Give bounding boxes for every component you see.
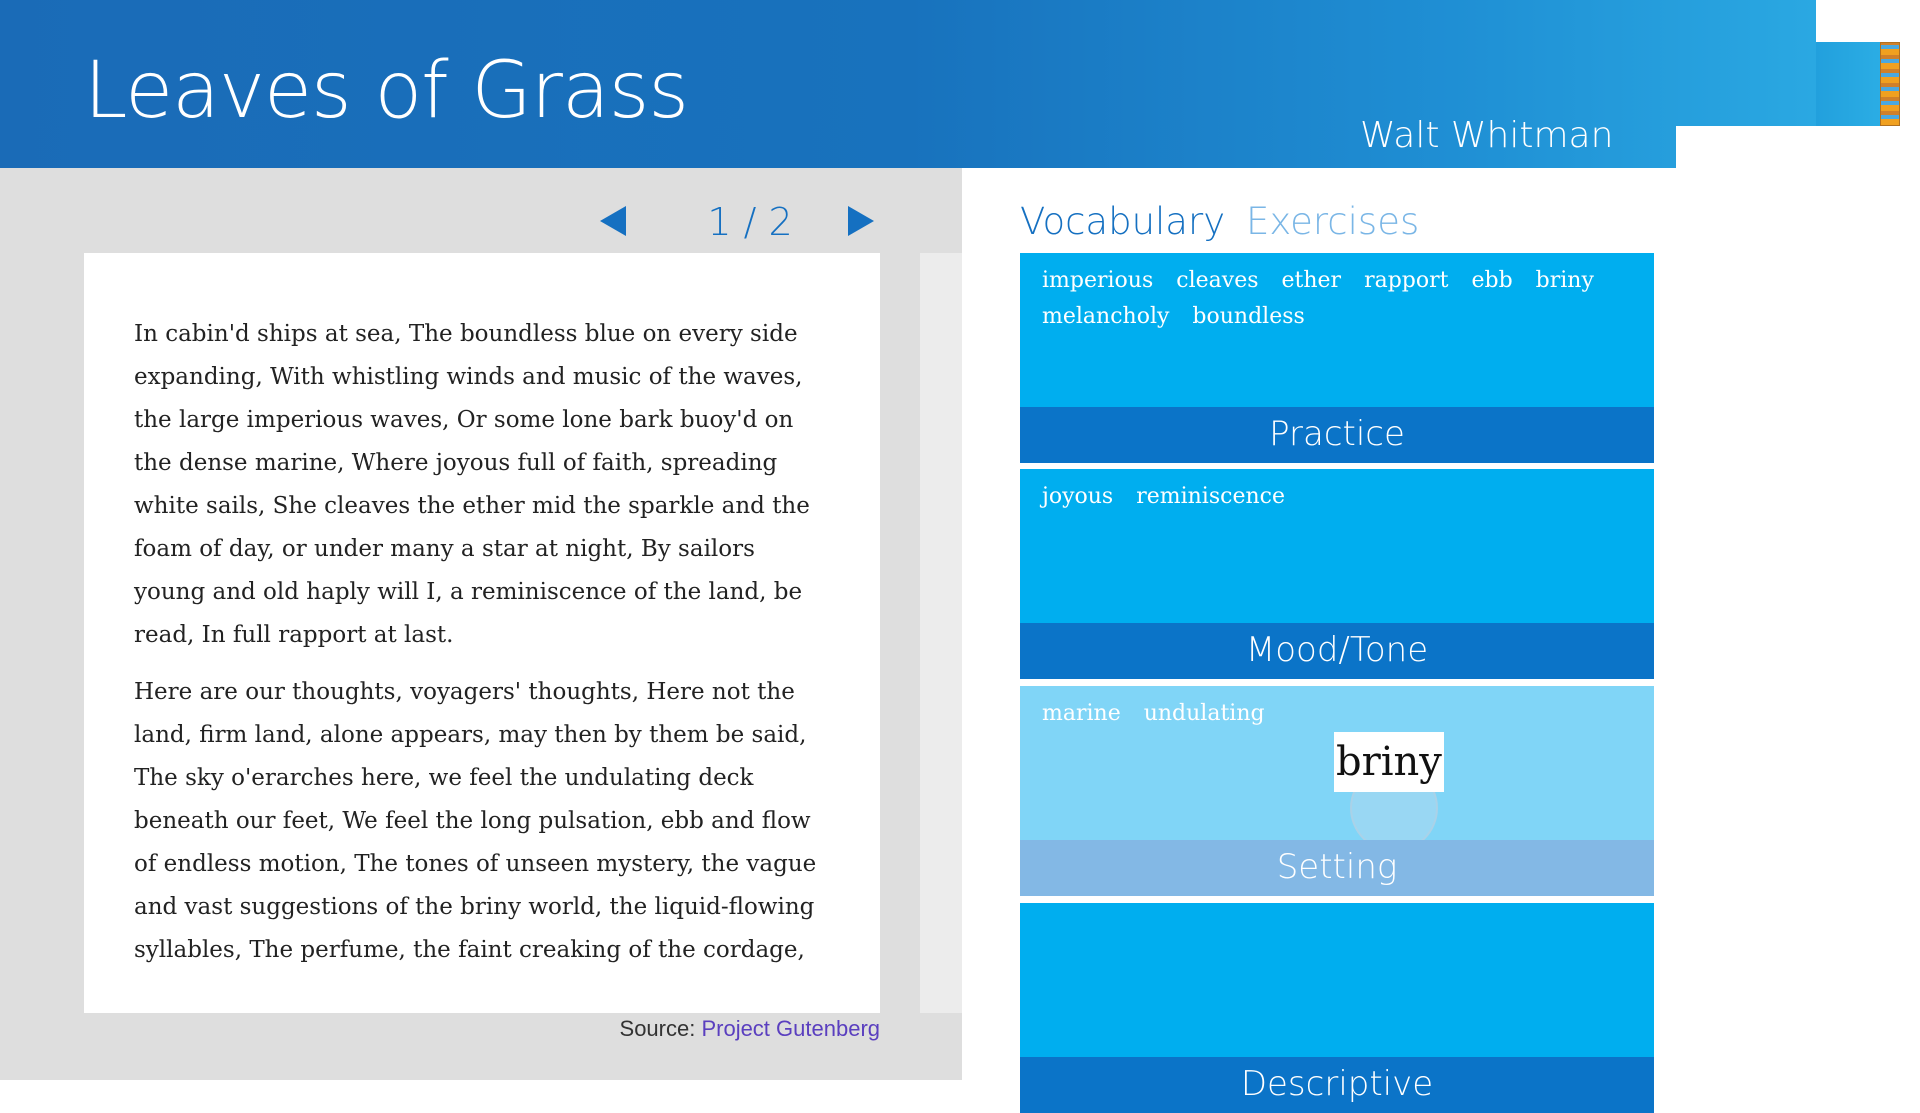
vocab-word[interactable]: joyous: [1042, 484, 1114, 509]
previous-page-icon[interactable]: [600, 206, 626, 236]
dragging-word[interactable]: briny: [1334, 732, 1444, 792]
next-page-peek[interactable]: [920, 253, 962, 1013]
source-link[interactable]: Project Gutenberg: [701, 1016, 880, 1041]
word-drop-zone[interactable]: [1020, 469, 1654, 623]
header-corner: [1816, 0, 1920, 42]
vocab-word[interactable]: marine: [1042, 701, 1121, 726]
word-list: [1042, 263, 1634, 335]
word-list: [1042, 696, 1634, 732]
page-indicator: 1 / 2: [707, 200, 793, 244]
next-page-icon[interactable]: [848, 206, 874, 236]
vocab-word[interactable]: rapport: [1364, 268, 1449, 293]
poem-page: [84, 253, 880, 1013]
vocab-word[interactable]: reminiscence: [1136, 484, 1285, 509]
category-label[interactable]: Setting: [1020, 840, 1654, 896]
word-drop-zone[interactable]: [1020, 686, 1654, 840]
word-drop-zone[interactable]: [1020, 903, 1654, 1057]
word-drop-zone[interactable]: [1020, 253, 1654, 407]
category-label[interactable]: Practice: [1020, 407, 1654, 463]
poem-paragraph: In cabin'd ships at sea, The boundless blue on every side expanding, With whistling winds and music of the waves, the large imperious waves, Or some lone bark buoy'd on the dense marine, Where joyous full of faith, spreading white sails, She cleaves the ether mid the sparkle and the foam of day, or under many a star at night, By sailors young and old haply will I, a reminiscence of the land, be read, In full rapport at last.: [134, 321, 810, 648]
tab-vocabulary[interactable]: Vocabulary: [1020, 200, 1226, 243]
category-label[interactable]: Mood/Tone: [1020, 623, 1654, 679]
vocab-word[interactable]: ebb: [1471, 268, 1513, 293]
vocab-word[interactable]: briny: [1535, 268, 1594, 293]
page-title: Leaves of Grass: [84, 46, 689, 136]
word-list: [1042, 479, 1634, 515]
vocab-word[interactable]: boundless: [1192, 304, 1305, 329]
book-cover-thumbnail[interactable]: [1880, 42, 1900, 126]
vocab-word[interactable]: melancholy: [1042, 304, 1170, 329]
vocab-word[interactable]: undulating: [1143, 701, 1265, 726]
category-label[interactable]: Descriptive: [1020, 1057, 1654, 1113]
poem-paragraph: Here are our thoughts, voyagers' thoughts, Here not the land, firm land, alone appears, may then by them be said, The sky o'erarches here, we feel the undulating deck beneath our feet, We feel the long pulsation, ebb and flow of endless motion, The tones of unseen mystery, the vague and vast suggestions of the briny world, the liquid-flowing syllables, The perfume, the faint creaking of the cordage,: [134, 679, 817, 963]
source-label: Source:: [619, 1016, 702, 1041]
header-notch: [1676, 126, 1816, 168]
vocab-word[interactable]: cleaves: [1176, 268, 1259, 293]
author-name: Walt Whitman: [1360, 115, 1614, 156]
vocab-word[interactable]: imperious: [1042, 268, 1154, 293]
tab-exercises[interactable]: Exercises: [1246, 200, 1420, 243]
vocab-word[interactable]: ether: [1281, 268, 1342, 293]
page-navigator: [590, 196, 890, 250]
source-attribution: [560, 1016, 880, 1042]
